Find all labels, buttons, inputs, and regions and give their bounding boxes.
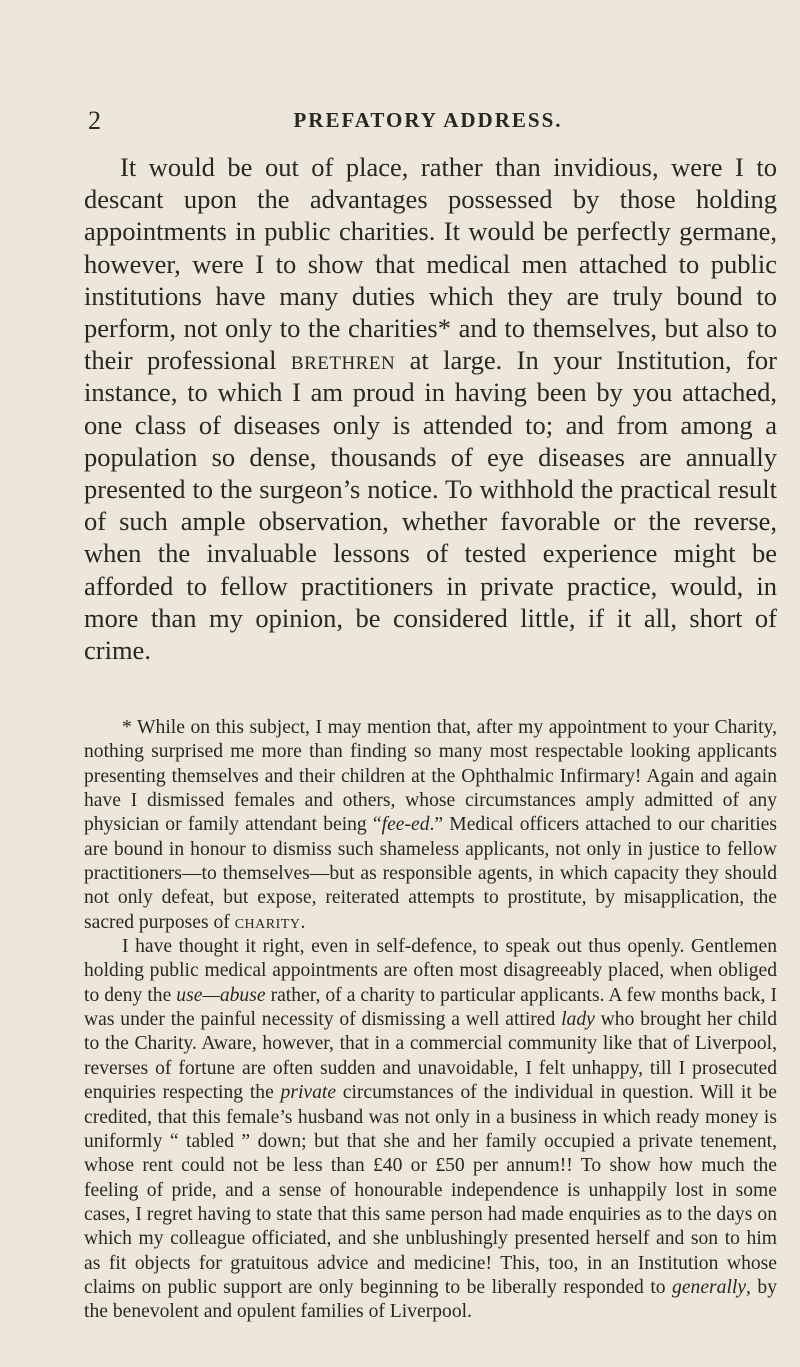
footnote-part: .” Medical officers attached to our charities are bound in honour to dismiss such shameless applicants, not only in justice to fellow practitioners—to themselves—but as responsible agents, in which capacity they should not only defeat, but expose, reiterated attempts to prostitute, by misapplication, the sacred purposes of xyxy=(84,814,777,933)
footnote xyxy=(84,716,777,1325)
small-caps-word: brethren xyxy=(290,345,396,376)
footnote-paragraph xyxy=(84,935,777,1325)
main-paragraph-part: It would be out of place, rather than invidious, were I to descant upon the advantages possessed by those holding appointments in public charities. It would be perfectly germane, however, were I to show that medical men attached to public institutions have many duties which they are truly bound to perform, not only to the charities* and to themselves, but also to their professional xyxy=(84,152,777,376)
footnote-part: * While on this subject, I may mention that, after my appointment to your Charity, nothing surprised me more than finding so many most respectable looking applicants presenting themselves and their children at the Ophthalmic Infirmary! Again and again have I dismissed females and others, whose circumstances amply admitted of any physician or family attendant being “ xyxy=(84,717,777,836)
italic-word: fee-ed xyxy=(381,814,430,836)
italic-word: use—abuse xyxy=(176,984,266,1006)
footnote-part: rather, of a charity to particular applicants. A few months back, I was under the painful necessity of dismissing a well attired xyxy=(84,984,777,1031)
footnote-part: I have thought it right, even in self-defence, to speak out thus openly. Gentlemen holding public medical appointments are often most disagreeably placed, when obliged to deny the xyxy=(84,936,777,1006)
small-caps-word: charity xyxy=(234,911,301,933)
page-header xyxy=(88,106,768,136)
page-number: 2 xyxy=(88,106,101,135)
running-title: PREFATORY ADDRESS. xyxy=(293,108,563,132)
italic-word: generally xyxy=(672,1276,747,1298)
main-paragraph-part: at large. In your Institution, for instance, to which I am proud in having been by you attached, one class of diseases only is attended to; and from among a population so dense, thousands of eye diseases are annually presented to the surgeon’s notice. To withhold the practical result of such ample observation, whether favorable or the reverse, when the invaluable lessons of tested experience might be afforded to fellow practitioners in private practice, would, in more than my opinion, be considered little, if it all, short of crime. xyxy=(84,345,777,666)
footnote-part: , by the benevolent and opulent families of Liverpool. xyxy=(84,1276,778,1323)
footnote-part: who brought her child to the Charity. Aware, however, that in a commercial community like that of Liverpool, reverses of fortune are often sudden and unavoidable, I felt unhappy, till I prosecuted enquiries respecting the xyxy=(84,1009,777,1104)
main-paragraph xyxy=(84,151,777,666)
main-text xyxy=(84,151,777,666)
italic-word: private xyxy=(280,1082,337,1104)
footnote-part: . xyxy=(300,911,306,933)
footnote-part: circumstances of the individual in question. Will it be credited, that this female’s husband was not only in a business in which ready money is uniformly “ tabled ” down; but that she and her family occupied a private tenement, whose rent could not be less than £40 or £50 per annum!! To show how much the feeling of pride, and a sense of honourable independence is unhappily lost in some cases, I regret having to state that this same person had made enquiries as to the days on which my colleague officiated, and she unblushingly presented herself and son to him as fit objects for gratuitous advice and medicine! This, too, in an Institution whose claims on public support are only beginning to be liberally responded to xyxy=(84,1082,777,1298)
italic-word: lady xyxy=(561,1009,595,1031)
footnote-paragraph xyxy=(84,716,777,935)
